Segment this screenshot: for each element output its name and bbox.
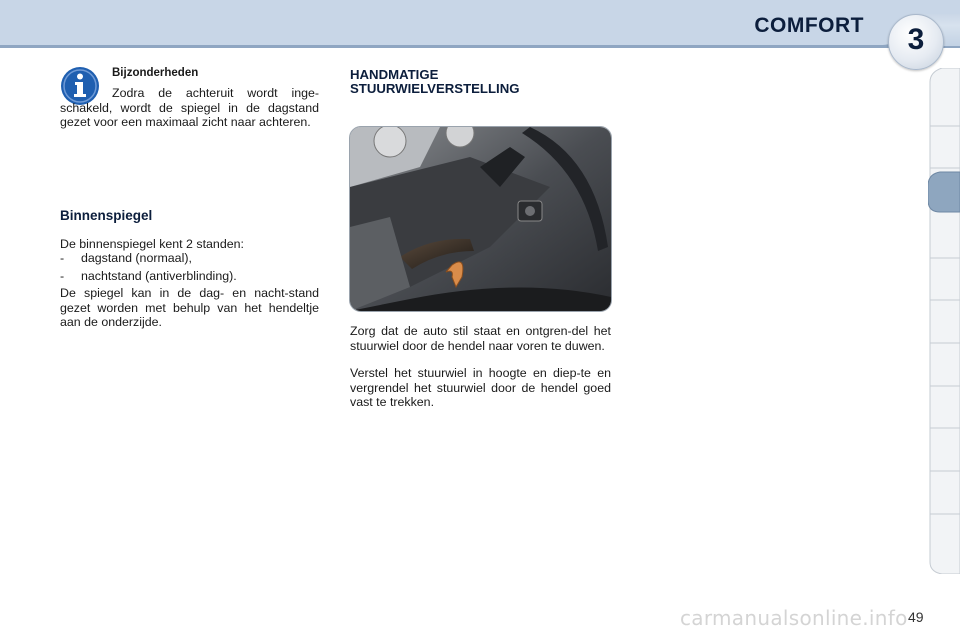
wheel-section-title: HANDMATIGE STUURWIELVERSTELLING	[350, 67, 520, 96]
wheel-paragraph-2: Verstel het stuurwiel in hoogte en diep-te en vergrendel het stuurwiel door de hendel goed vast te trekken.	[350, 366, 611, 410]
wheel-paragraph-1: Zorg dat de auto stil staat en ontgren-del het stuurwiel door de hendel naar voren te duwen.	[350, 324, 611, 353]
list-item	[60, 251, 319, 266]
watermark: carmanualsonline.info	[680, 606, 908, 630]
chapter-title: COMFORT	[754, 14, 864, 37]
chapter-tabs	[928, 68, 960, 574]
steering-column-illustration	[350, 127, 611, 311]
mirror-intro: De binnenspiegel kent 2 standen:	[60, 237, 244, 251]
page-number: 49	[908, 609, 924, 625]
list-item	[60, 269, 319, 284]
info-title: Bijzonderheden	[112, 67, 199, 79]
info-text: Zodra de achteruit wordt inge-schakeld, wordt de spiegel in de dagstand gezet voor een maximaal zicht naar achteren.	[60, 86, 319, 130]
list-bullet: -	[60, 268, 65, 283]
list-bullet: -	[60, 251, 65, 265]
steering-column-photo	[349, 126, 612, 312]
mirror-body: De spiegel kan in de dag- en nacht-stand gezet worden met behulp van het hendeltje aan de onderzijde.	[60, 286, 319, 330]
list-item-text: nachtstand (antiverblinding).	[81, 268, 237, 283]
chapter-number: 3	[907, 23, 925, 56]
mirror-positions-list	[60, 251, 319, 286]
list-item-text: dagstand (normaal),	[81, 251, 192, 265]
mirror-section-title: Binnenspiegel	[60, 208, 153, 223]
chapter-number-badge	[888, 14, 944, 70]
